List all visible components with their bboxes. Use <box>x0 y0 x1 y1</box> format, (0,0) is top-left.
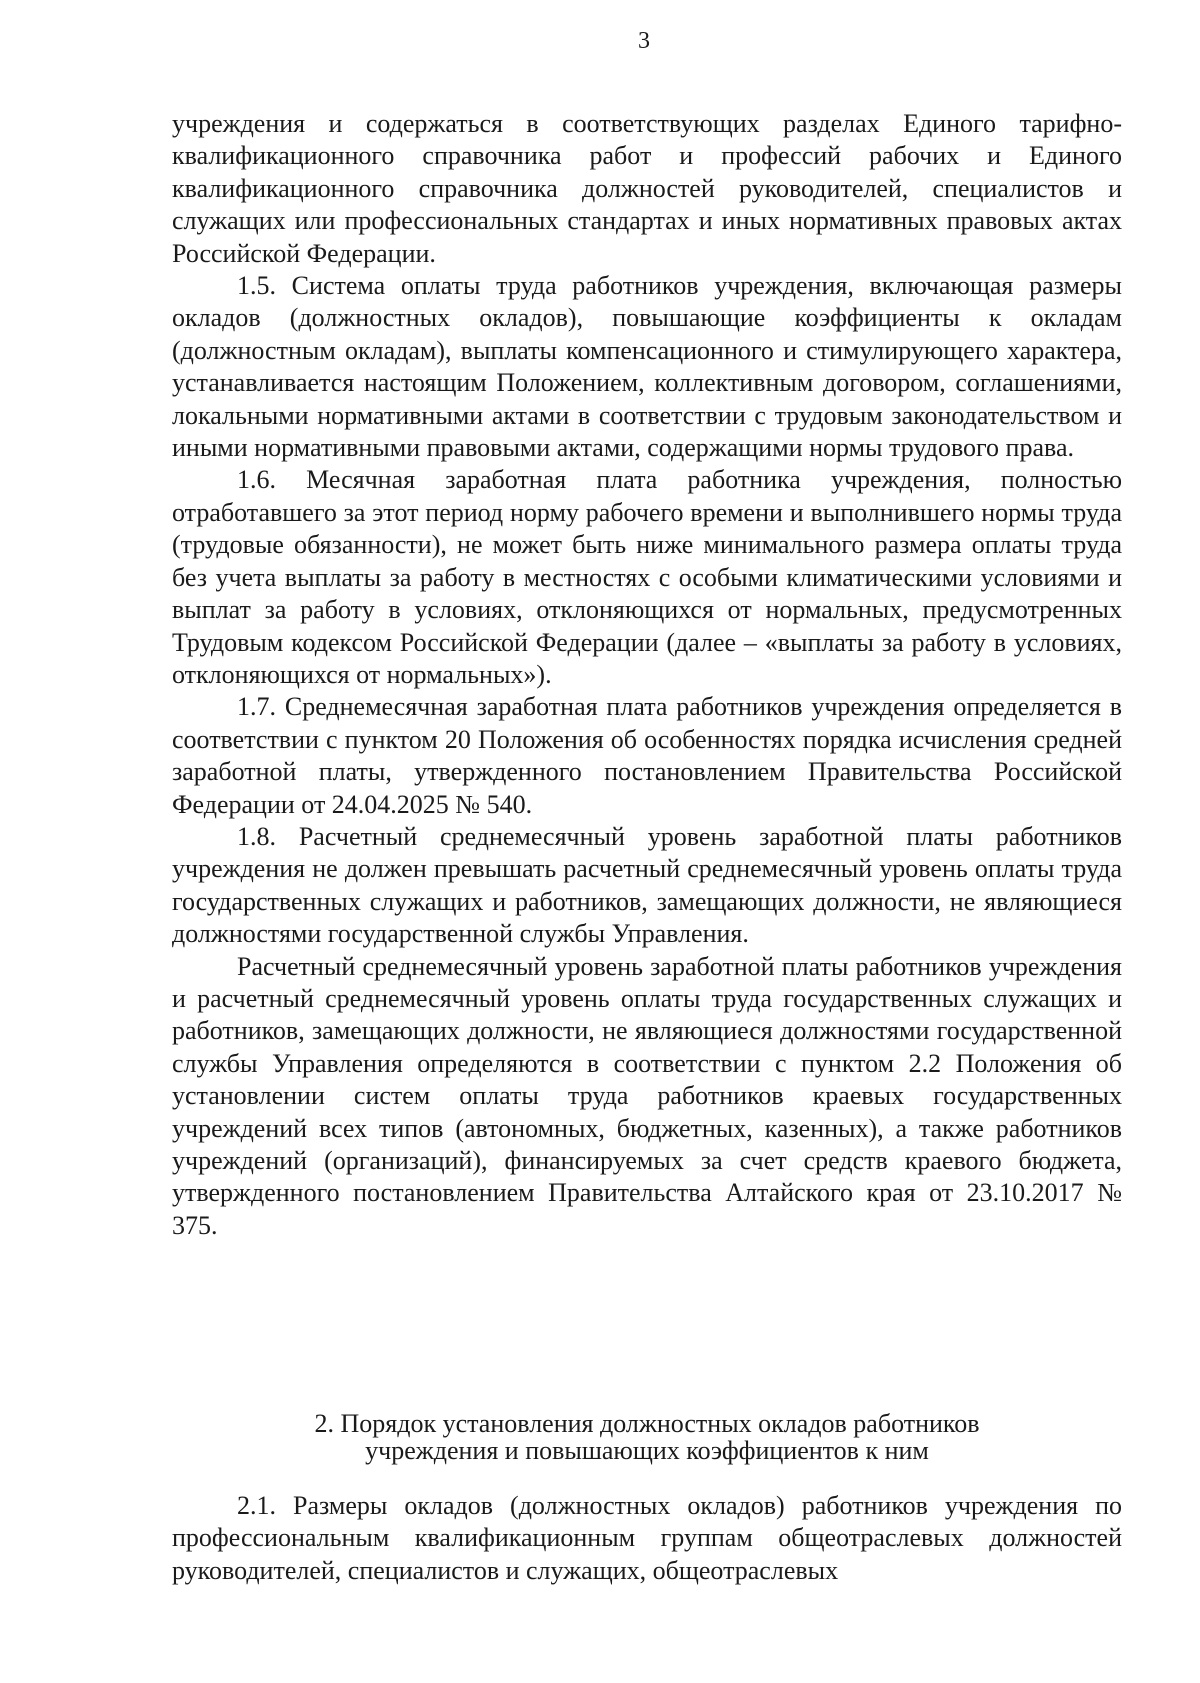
paragraph-1-6: 1.6. Месячная заработная плата работника учреждения, полностью отработавшего за этот период норму рабочего времени и выполнившего нормы труда (трудовые обязанности), не может быть ниже минимального размера оплаты труда без учета выплаты за работу в местностях с особыми климатическими условиями и выплат за работу в условиях, отклоняющихся от нормальных, предусмотренных Трудовым кодексом Российской Федерации (далее – «выплаты за работу в условиях, отклоняющихся от нормальных»). <box>172 465 1122 689</box>
paragraph-1-5: 1.5. Система оплаты труда работников учреждения, включающая размеры окладов (должностных окладов), повышающие коэффициенты к окладам (должностным окладам), выплаты компенсационного и стимулирующего характера, устанавливается настоящим Положением, коллективным договором, соглашениями, локальными нормативными актами в соответствии с трудовым законодательством и иными нормативными правовыми актами, содержащими нормы трудового права. <box>172 271 1122 463</box>
section-heading <box>172 1410 1122 1464</box>
paragraph-2-1: 2.1. Размеры окладов (должностных окладов) работников учреждения по профессиональным квалификационным группам общеотраслевых должностей руководителей, специалистов и служащих, общеотраслевых <box>172 1491 1122 1585</box>
paragraph-1-8-continued: Расчетный среднемесячный уровень заработной платы работников учреждения и расчетный среднемесячный уровень оплаты труда государственных служащих и работников, замещающих должности, не являющиеся должностями государственной службы Управления определяются в соответствии с пунктом 2.2 Положения об установлении систем оплаты труда работников краевых государственных учреждений всех типов (автономных, бюджетных, казенных), а также работников учреждений (организаций), финансируемых за счет средств краевого бюджета, утвержденного постановлением Правительства Алтайского края от 23.10.2017 № 375. <box>172 951 1122 1240</box>
paragraph-continuation: учреждения и содержаться в соответствующих разделах Единого тарифно-квалификационного справочника работ и профессий рабочих и Единого квалификационного справочника должностей руководителей, специалистов и служащих или профессиональных стандартах и иных нормативных правовых актах Российской Федерации. <box>172 109 1122 268</box>
section-body <box>172 1490 1122 1587</box>
page-number: 3 <box>638 28 650 54</box>
document-body <box>172 108 1122 1242</box>
paragraph-1-7: 1.7. Среднемесячная заработная плата работников учреждения определяется в соответствии с пунктом 20 Положения об особенностях порядка исчисления средней заработной платы, утвержденного постановлением Правительства Российской Федерации от 24.04.2025 № 540. <box>172 692 1122 819</box>
paragraph-1-8: 1.8. Расчетный среднемесячный уровень заработной платы работников учреждения не должен превышать расчетный среднемесячный уровень оплаты труда государственных служащих и работников, замещающих должности, не являющиеся должностями государственной службы Управления. <box>172 821 1122 949</box>
section-heading-line-1: 2. Порядок установления должностных окладов работников <box>314 1409 980 1438</box>
section-heading-line-2: учреждения и повышающих коэффициентов к ним <box>365 1436 929 1465</box>
